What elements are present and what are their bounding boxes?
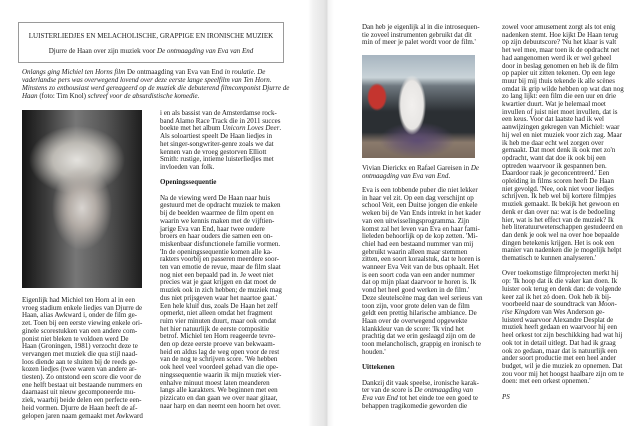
article-subtitle — [19, 47, 283, 55]
paragraph — [502, 24, 624, 263]
text-line: opleiding in films scoren heeft De Haan — [502, 177, 614, 186]
text-line: is een soort coda van een ander nummer — [362, 270, 475, 279]
text-line: ginele scorestukken van een andere com- — [22, 326, 138, 335]
paragraph — [502, 394, 624, 402]
text-line: een keus. Voor dat laatste had ik wel — [502, 115, 604, 124]
text-line: school Veit, een Duitse jongen die enkele — [362, 201, 478, 210]
text-line: tie zoveel instrumenten gebruikt dat dit — [362, 30, 472, 39]
text-line: gelopen jaren naam gemaakt met Awkward — [22, 411, 143, 420]
text-line: band Alamo Race Track die in 2011 succes — [160, 116, 281, 125]
text-line: tiesten). Zo ontstond een score die voor de — [22, 373, 141, 382]
text-line: Haan (Groningen, 1981) verzocht deze te — [22, 342, 138, 351]
text-line: lieleden behoorlijk op de kop zetten. 'Mi- — [362, 232, 478, 241]
text-line: invullen of juist niet moet invullen, dat is — [502, 107, 618, 116]
text: (foto: Tim Knol) — [39, 91, 86, 100]
left-column-1 — [22, 297, 143, 420]
text-line: gebruikt waarin alleen maar stemmen — [362, 247, 468, 256]
right-column-1-top — [362, 24, 480, 47]
italic-text: De ontmaagding van — [414, 386, 474, 395]
text-line: jarige Eva van End, haar twee oudere — [160, 224, 265, 233]
text-line: Een hele kluif dus, zoals De Haan het zelf — [160, 301, 278, 310]
text-line: manier van nadenken die je mogelijk helpt — [502, 246, 622, 255]
text-line: nadenken stemt. Hoe kijkt De Haan terug — [502, 30, 619, 39]
text-line: betrof. Michiel ten Horn reageerde tevre- — [160, 332, 276, 341]
text-line: in haar vel zit. Op een dag verschijnt op — [362, 193, 474, 202]
text-line: pizzicato en dan gaan we over naar gitaar, — [160, 393, 278, 402]
text-line: dus niet prijsgeven waar het naartoe gaat.' — [160, 293, 278, 302]
text-line: ruim vier minuten duurt, maar ook omdat — [160, 316, 277, 325]
text-line: houden.' — [362, 347, 386, 356]
text-line: niet gevolgd. 'Nee, ook niet voor liedjes — [502, 184, 614, 193]
text-line: bij de beelden waarmee de film opent en — [160, 209, 274, 218]
text-line: ook zo gedaan, maar dat is natuurlijk een — [502, 346, 618, 355]
text-line: hij wel en niet muziek voor zich zag. Maar — [502, 130, 622, 139]
text-line: miskenbaar disfunctionele familie vormen. — [160, 239, 281, 248]
italic-text: schreef voor de absurdistische komedie. — [86, 91, 200, 100]
text-line: invloeden van folk. — [160, 162, 215, 171]
text-line: 'In de openingssequentie komen alle ka- — [160, 247, 273, 256]
italic-text: ontmaagding van Eva van End — [362, 171, 449, 180]
text-line: muziek gemaakt. Ik bekijk het gewoon en — [502, 200, 620, 209]
text-line: prachtig dat we erin geslaagd zijn om de — [362, 332, 476, 341]
text-line: ene helft bestaat uit bestaande nummers en — [22, 380, 143, 389]
text-line: luisterd waarvoor Alexandre Desplat de — [502, 315, 614, 324]
left-column-2 — [160, 110, 282, 410]
text-line: schrijven. Ik heb wel bij kortere filmpjes — [502, 192, 617, 201]
text-line: vroeg stadium enkele liedjes van Djurre de — [22, 303, 143, 312]
text-line — [362, 173, 479, 181]
text: Vivian Dierickx en Rafael Gareisen in — [362, 164, 471, 172]
text-line: van de nog te schrijven score. 'We hebben — [160, 355, 278, 364]
paragraph — [502, 270, 624, 386]
text-line: Haan, alias Awkward i, onder de film ge- — [22, 311, 138, 320]
text-line: gestuurd met de opdracht muziek te maken — [160, 201, 281, 210]
right-column-1 — [362, 187, 483, 410]
text-line: vond het heel goed werken in de film.' — [362, 286, 470, 295]
section-heading: Openingssequentie — [160, 178, 217, 187]
text-line: keer zal ik het zó doen. Ook heb ik bij- — [502, 292, 612, 301]
text-line: ten van emotie de revue, maar de film slaat — [160, 263, 281, 272]
text-line: naar harp en dan neemt een hoorn het over. — [160, 401, 281, 410]
text: De ontmaagding van Eva van End — [127, 68, 223, 76]
text-line: ook heel veel voordeel gehad van die ope- — [160, 363, 279, 372]
text-line: zou voor mij het hoogst haalbare zijn om te — [502, 369, 624, 378]
italic-text: Eva van End — [362, 393, 398, 402]
text-line: loos diende aan te sluiten bij de reeds ge- — [22, 357, 138, 366]
text-line: ander soort productie met een heel ander — [502, 354, 616, 363]
text-line: Als soloartiest speelt De Haan liedjes in — [160, 132, 272, 141]
text-line: klankkleur van de score: 'Ik vind het — [362, 324, 464, 333]
text-line: gemaakt. Dat moet denk ik ook met zo'n — [502, 146, 616, 155]
text-line: chiel had een bestaand nummer van mij — [362, 239, 474, 248]
text-line: vervangen met muziek die qua stijl naad- — [22, 349, 138, 358]
italic-text: Unicorn Loves Deer — [222, 124, 280, 133]
text-line: dan denk je ook wel na over hoe bepaalde — [502, 230, 620, 239]
text-line: wanneer Eva Veit van de bus ophaalt. Het — [362, 263, 479, 272]
text-line: dat op mijn plaat daarvoor te horen is. Ik — [362, 278, 477, 287]
paragraph — [160, 110, 282, 172]
paragraph — [22, 297, 143, 420]
right-column-2 — [502, 24, 624, 401]
text-line: zitten, een soort koraalstuk, dat te horen is — [362, 255, 481, 264]
text-line: op: 'Ik hoop dat ik die vaker kan doen. Ik — [502, 277, 618, 286]
text-line: komst zal het leven van Eva en haar fami- — [362, 224, 480, 233]
text-line: kwartier duurt. Wat je helemaal moet — [502, 100, 606, 109]
text-line: muur bij mij thuis tekende ik alle scènes — [502, 76, 615, 85]
paragraph — [160, 195, 282, 411]
text-line: langs alle karakters. We beginnen met een — [160, 386, 278, 395]
text: tot het einde toe een goed te — [397, 393, 479, 402]
text-line: dingen betekenis krijgen. Het is ook een — [502, 238, 615, 247]
italic-text: rise Kingdom — [502, 308, 540, 316]
text: . — [448, 171, 451, 180]
paragraph — [362, 24, 480, 47]
text-line: optreden waarvoor ik gespannen ben. — [502, 161, 607, 170]
text-line: ziek, waarbij beide delen een perfecte een- — [22, 396, 142, 405]
text-line: luister ook terug en denk dan: de volgende — [502, 284, 622, 293]
text-line: muziek ook in zich hebben; de muziek mag — [160, 286, 282, 295]
paragraph — [362, 380, 483, 411]
text-line: waarin we kennis maken met de vijftien- — [160, 216, 275, 225]
text-line: kozen liedjes (twee waren van andere ar- — [22, 365, 137, 374]
text-line: precies wat je gaat krijgen en dat moet de — [160, 278, 277, 287]
italic-text: De — [470, 164, 479, 172]
article-title: LUISTERLIEDJES EN MELACHOLISCHE, GRAPPIGE EN IRONISCHE MUZIEK — [28, 32, 274, 40]
text-line: van een uitwisselingsprogramma. Zijn — [362, 216, 470, 225]
text-line: opmerkt, niet alleen omdat het fragment — [160, 309, 273, 318]
subtitle-film-title: De ontmaagding van Eva van End — [157, 47, 254, 55]
text-line: toon zijn, voor grote delen van de film — [362, 301, 470, 310]
text-line: rakters voorbij en passeren meerdere soor- — [160, 255, 280, 264]
text-line: zet. Toen bij een eerste viewing enkele ori- — [22, 319, 143, 328]
paragraph — [362, 187, 483, 356]
text-line: ningssequentie waarin ik mijn muziek vier- — [160, 370, 282, 379]
text: van Wes Anderson ge- — [539, 308, 605, 316]
text-line: Eva is een tobbende puber die niet lekker — [362, 186, 478, 194]
film-still-photo — [362, 55, 475, 158]
text-line: Dankzij dit vaak speelse, ironische karak- — [362, 378, 480, 387]
text-line: kennen van de vroeg gestorven Elliott — [160, 147, 267, 156]
text-line: Daardoor raak je geconcentreerd.' Een — [502, 169, 610, 178]
text: boekte met het album — [160, 124, 223, 133]
text-line: i en als bassist van de Amsterdamse rock- — [160, 109, 277, 117]
text-line: muziek heeft gedaan en waarvoor hij een — [502, 323, 618, 332]
photo-caption — [362, 165, 479, 180]
text-line: Na de viewing werd De Haan naar huis — [160, 193, 271, 202]
text-line: behappen tragikomedie geworden die — [362, 401, 468, 410]
italic-text: Onlangs ging Michiel ten Horns film — [22, 68, 127, 76]
text-line: door in beslag genomen en heb ik de film — [502, 61, 619, 70]
text-line: heid vormen. Djurre de Haan heeft de af- — [22, 403, 138, 412]
text-line — [502, 394, 624, 402]
text-line: Eigenlijk had Michiel ten Horn al in een — [22, 296, 135, 304]
text-line: broers en haar ouders die samen een on- — [160, 232, 273, 241]
text-line: Over toekomstige filmprojecten merkt hij — [502, 269, 619, 278]
portrait-photo — [22, 110, 142, 288]
subtitle-text: Djurre de Haan over zijn muziek voor — [48, 47, 158, 55]
article-header-box — [18, 22, 284, 63]
text-line: budget, wil je die muziek zo opnemen. Dat — [502, 361, 623, 370]
text-line: zo lang lijkt: een film die een uur en drie — [502, 92, 617, 101]
text-line: opdracht, want dat doe ik ook bij een — [502, 153, 606, 162]
text-line: ponist niet bleken te voldoen werd De — [22, 334, 129, 343]
text: . — [279, 124, 282, 133]
text-line: thematisch te kunnen analyseren.' — [502, 254, 597, 263]
text: ter van de score is — [362, 386, 415, 395]
text-line: denk er dan over na: wat is de bedoeling — [502, 207, 616, 216]
italic-text: PS — [502, 392, 510, 401]
text-line: het singer-songwriter-genre zoals we dat — [160, 139, 274, 148]
italic-text: in roulatie. De vaderlandse pers was overwegend lovend over deze eerste lange speelfilm van Ten Horn. Minstens zo enthousiast werd gereageerd op de muziek die debuterend filmcomponist Djurre de Haan — [22, 68, 290, 100]
text: voorbeeld naar de soundtrack van — [502, 300, 599, 309]
text-line: aanwijzingen gekregen van Michiel: waar — [502, 123, 620, 132]
text-line: had aangenomen werd ik er wel geheel — [502, 53, 612, 62]
page-gutter — [308, 0, 334, 426]
text-line: enhalve minuut moest laten meanderen — [160, 378, 270, 387]
text-line: ik heb me daar echt wel zorgen over — [502, 138, 604, 147]
text-line: op papier uit zitten tekenen. Op een lege — [502, 69, 616, 78]
article-intro — [22, 69, 292, 101]
text-line: heel orkest tot zijn beschikking had wat hij — [502, 331, 623, 340]
text-line: zowel voor amusement zorgt als tot enig — [502, 23, 616, 31]
text-line: het hier natuurlijk de eerste compositie — [160, 324, 270, 333]
text-line: den op deze eerste proeve van bekwaam- — [160, 340, 276, 349]
text-line: Haan over de overwegend opgewekte — [362, 316, 468, 325]
text-line: Smith: rustige, intieme luisterliedjes met — [160, 155, 274, 164]
text-line: Deze sleutelscène mag dan wel serieus van — [362, 293, 483, 302]
text-line: ook tot in detail uitlegt. Dat had ik graag — [502, 338, 616, 347]
text-line: het wel mee, maar toen ik de opdracht net — [502, 46, 620, 55]
italic-text: Moon- — [598, 300, 617, 309]
paragraph-gap — [502, 386, 624, 394]
text-line: daarnaast uit nieuw gecomponeerde mu- — [22, 388, 136, 397]
text-line: hier, wat is het effect van de muziek? Ik — [502, 215, 614, 224]
text-line: omdat ik grip wilde hebben op wat dan nog — [502, 84, 624, 93]
text-line: op zijn debuutscore? 'Nu het klaar is valt — [502, 38, 617, 47]
text-line: Dan heb je eigenlijk al in die introsequen- — [362, 23, 480, 31]
text-line: toon melancholisch, grappig en ironisch te — [362, 340, 481, 349]
section-heading: Uittekenen — [362, 363, 395, 372]
text-line: weken bij de Van Ends intrekt in het kader — [362, 209, 481, 218]
text-line: nog niet een bepaald pad in. Je weet niet — [160, 270, 274, 279]
text-line: min of meer je palet wordt voor de film.' — [362, 38, 476, 47]
text-line: geldt een prettig hilarische ambiance. De — [362, 309, 477, 318]
text-line: heid en aldus lag de weg open voor de rest — [160, 347, 280, 356]
text-line: heb literatuurwetenschappen gestudeerd en — [502, 223, 623, 232]
text-line: doen: met een orkest opnemen.' — [502, 377, 591, 386]
